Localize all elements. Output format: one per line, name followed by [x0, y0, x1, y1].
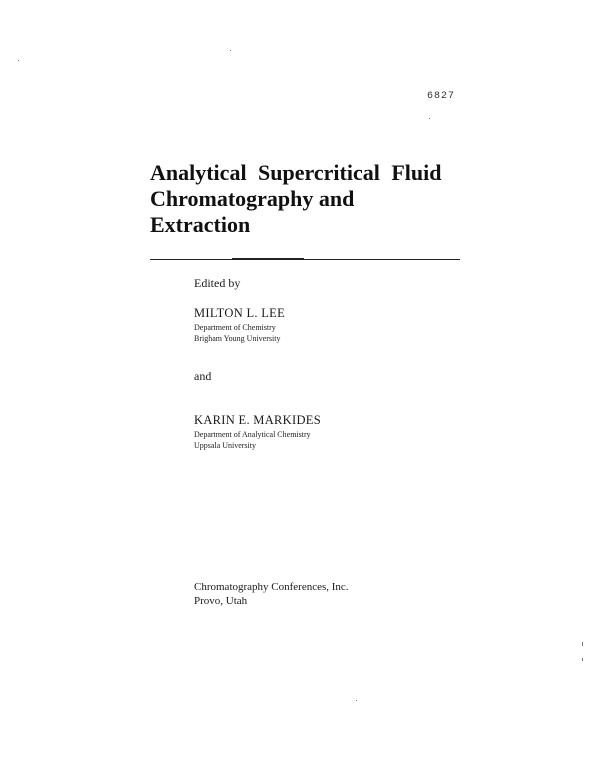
title-divider [150, 259, 460, 260]
scan-speck [230, 50, 231, 51]
editor-university: Brigham Young University [194, 334, 281, 343]
scan-speck [582, 642, 583, 646]
title-divider-accent [232, 258, 304, 260]
book-title [150, 160, 480, 238]
title-line: Extraction [150, 212, 251, 237]
editor-university: Uppsala University [194, 441, 256, 450]
scan-speck [429, 118, 430, 119]
title-line: Chromatography and [150, 186, 355, 211]
title-line: Analytical Supercritical Fluid [150, 160, 442, 185]
scan-speck [356, 700, 357, 701]
editor-department: Department of Chemistry [194, 323, 276, 332]
edited-by-label: Edited by [194, 276, 241, 290]
editor-name: MILTON L. LEE [194, 306, 286, 320]
page-number: 6827 [427, 91, 456, 102]
publisher-name: Chromatography Conferences, Inc. [194, 581, 349, 593]
scan-speck [18, 60, 19, 61]
editor-department: Department of Analytical Chemistry [194, 430, 311, 439]
conjunction-and: and [194, 369, 212, 383]
editor-name: KARIN E. MARKIDES [194, 413, 321, 427]
scan-speck [582, 658, 583, 661]
publisher-location: Provo, Utah [194, 595, 248, 607]
publisher-block [194, 580, 349, 608]
